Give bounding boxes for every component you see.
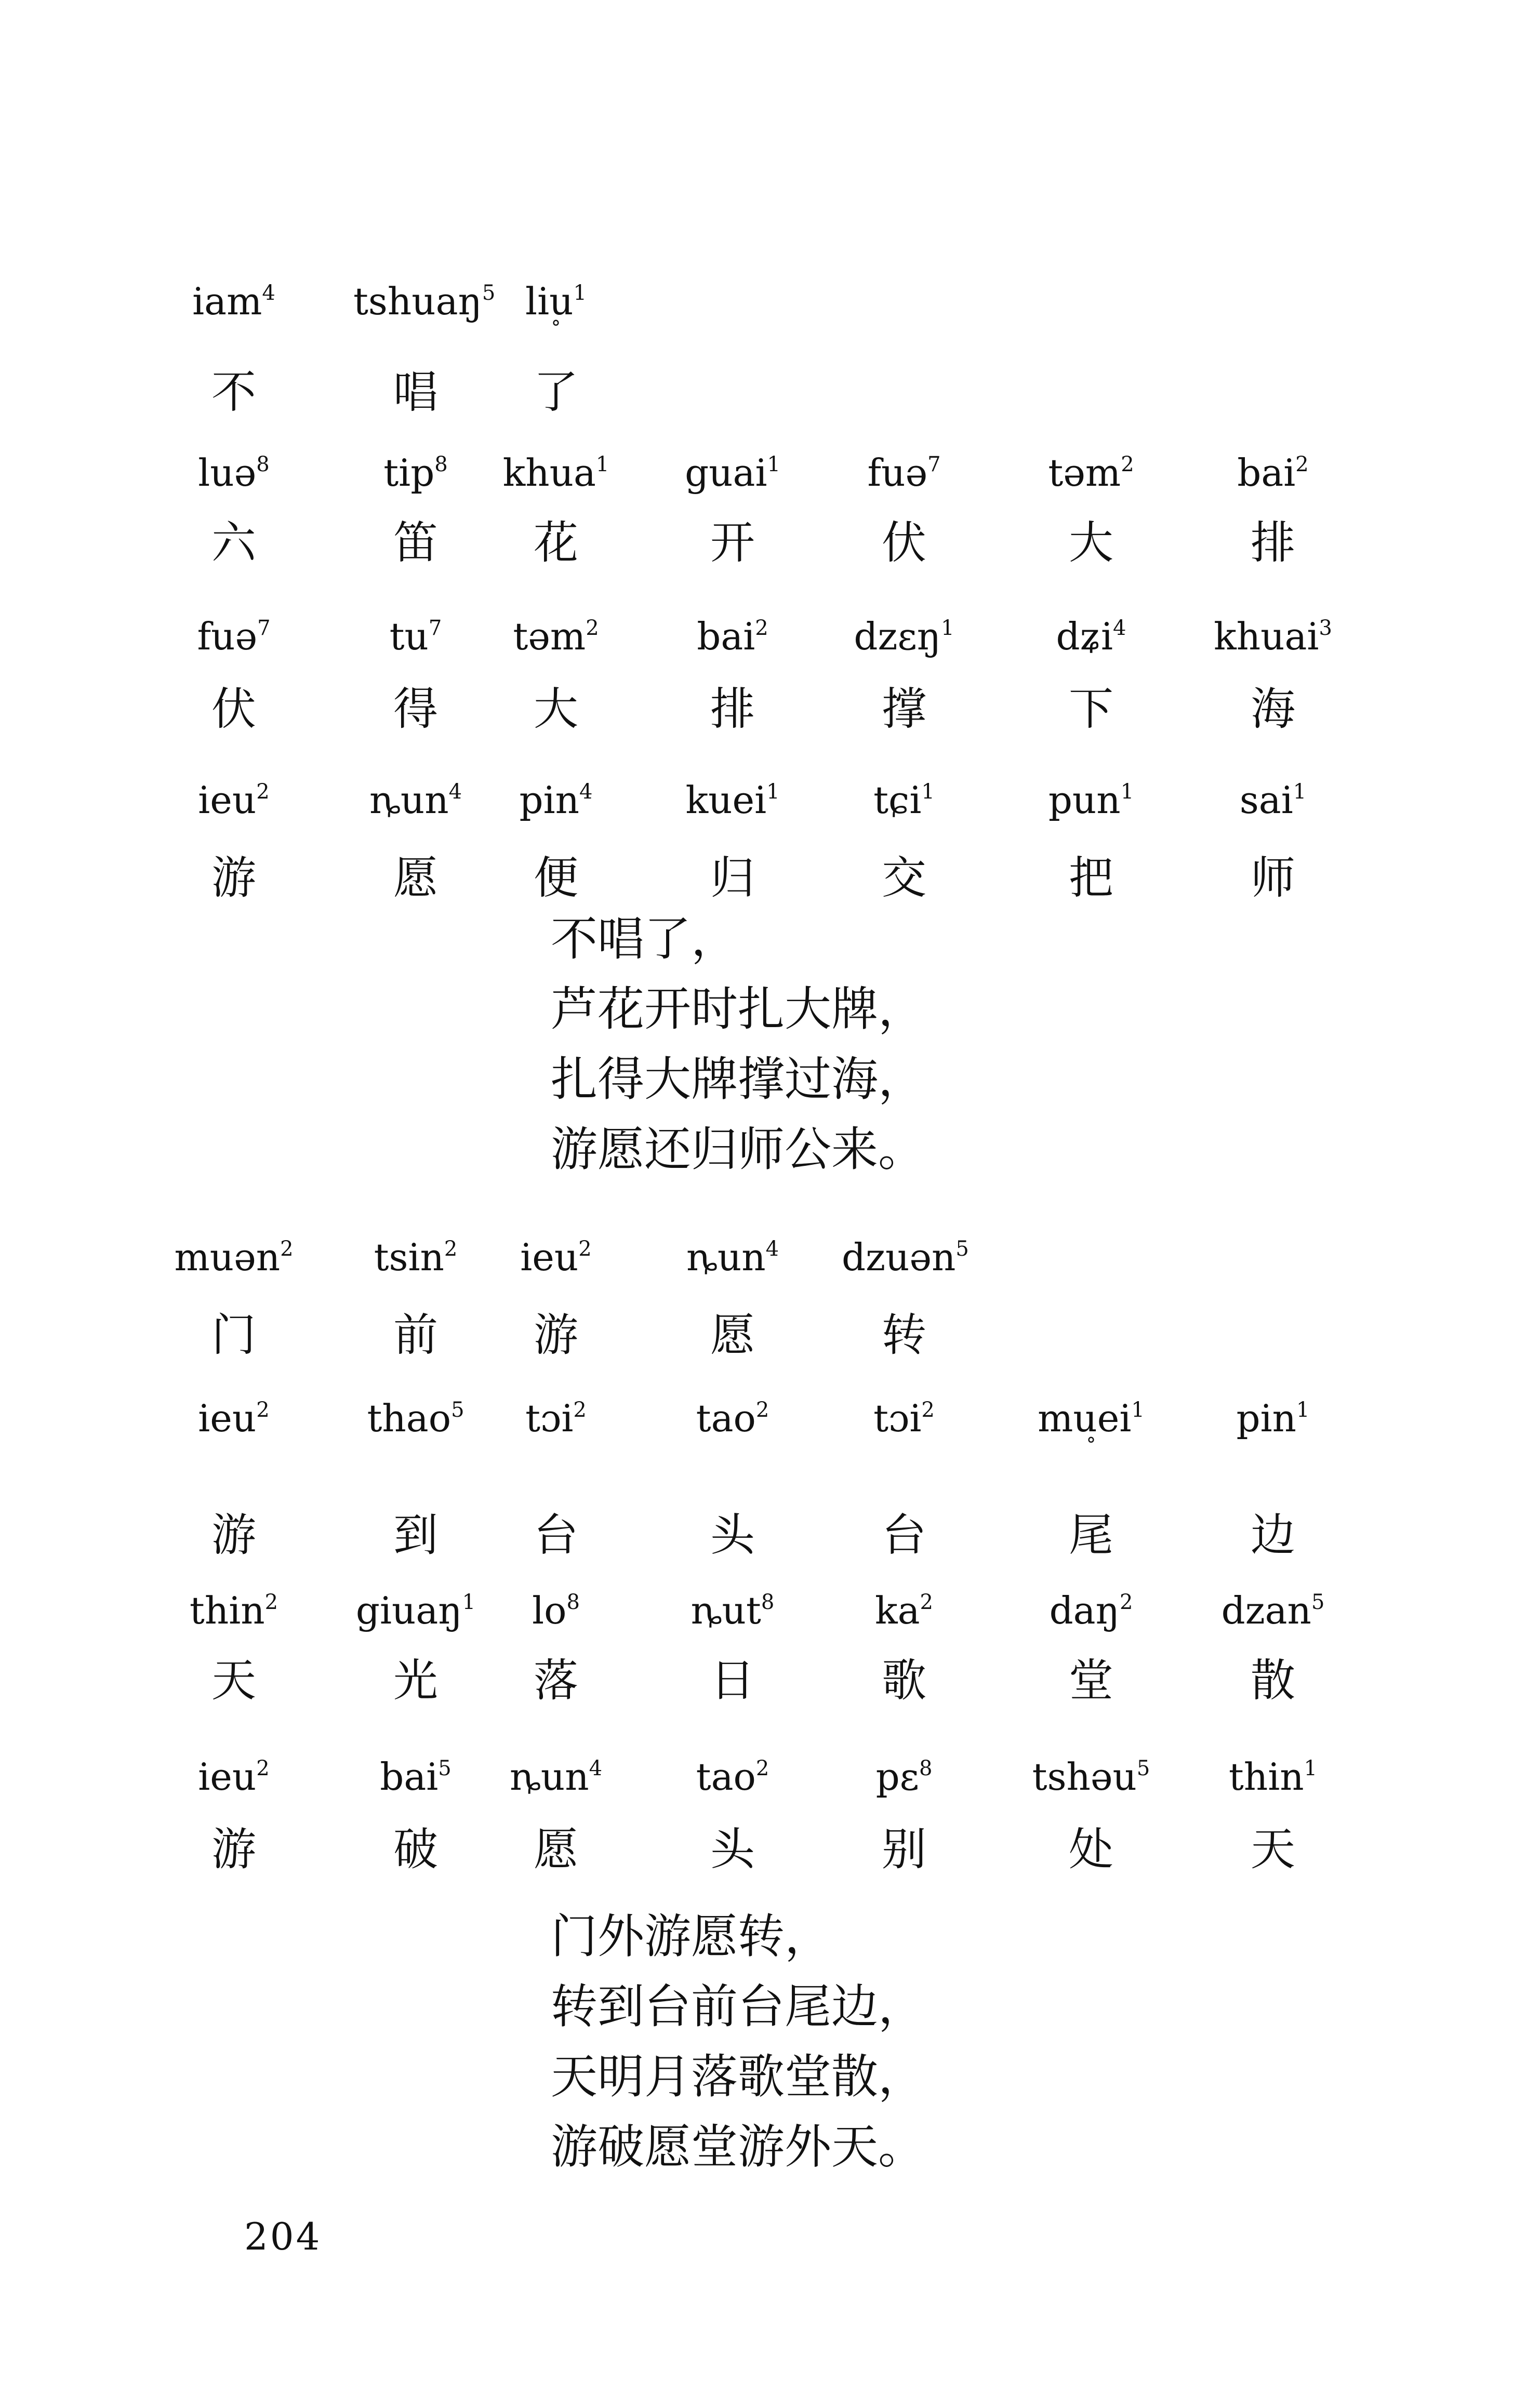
hanzi-character: 尾 [1069, 1509, 1113, 1561]
tone-number: 2 [1119, 1590, 1133, 1614]
syllable-base: ȵut [691, 1589, 761, 1632]
syllable-base: ieu [198, 778, 257, 822]
hanzi-character: 门 [211, 1309, 256, 1361]
hanzi-character: 破 [393, 1824, 438, 1875]
syllable-base: liu [525, 280, 574, 323]
hanzi-character: 把 [1069, 852, 1113, 904]
tone-number: 1 [1304, 1757, 1318, 1780]
romanized-syllable [842, 447, 966, 499]
syllable-base: ieu [198, 1396, 257, 1440]
tone-number: 2 [755, 1757, 769, 1780]
hanzi-character: 天 [211, 1655, 256, 1707]
hanzi-character: 边 [1251, 1509, 1295, 1561]
syllable-base: ieu [520, 1235, 579, 1279]
hanzi-character: 排 [710, 683, 755, 735]
tone-number: 5 [438, 1757, 452, 1780]
hanzi-character: 头 [710, 1824, 755, 1875]
tone-number: 5 [955, 1237, 969, 1261]
hanzi-row [0, 1652, 1540, 1709]
syllable-base: iam [192, 280, 262, 323]
tone-number: 1 [462, 1590, 476, 1614]
hanzi-character: 游 [211, 1824, 256, 1875]
romanized-syllable [670, 447, 795, 499]
syllable-base: sai [1239, 778, 1293, 822]
romanized-syllable [1211, 610, 1335, 662]
romanized-syllable [494, 1231, 618, 1283]
syllable-base: muən [174, 1235, 281, 1279]
romanization-row [0, 275, 1540, 339]
hanzi-character: 别 [882, 1824, 926, 1875]
romanized-syllable [353, 610, 478, 662]
syllable-base: bai [380, 1755, 439, 1799]
romanized-syllable [494, 447, 618, 499]
syllable-base: khua [502, 451, 596, 495]
tone-number: 2 [755, 1398, 769, 1422]
romanized-syllable [1211, 447, 1335, 499]
romanized-syllable [1211, 1392, 1335, 1444]
hanzi-character: 了 [534, 366, 578, 418]
hanzi-row [0, 849, 1540, 907]
syllable-base: tshuaŋ [353, 280, 482, 323]
syllable-base: pun [1048, 778, 1121, 822]
hanzi-character: 撑 [882, 683, 926, 735]
verse-line: 游愿还归师公来。 [551, 1122, 925, 1177]
hanzi-character: 前 [393, 1309, 438, 1361]
romanization-row [0, 610, 1540, 668]
romanized-syllable [1029, 1392, 1153, 1456]
romanized-syllable [353, 1231, 478, 1283]
verse-line: 天明月落歌堂散， [551, 2050, 925, 2104]
hanzi-character: 开 [710, 517, 755, 569]
romanized-syllable [1029, 1585, 1153, 1637]
syllable-base: dzuən [842, 1235, 956, 1279]
romanized-syllable [494, 610, 618, 662]
hanzi-row [0, 1307, 1540, 1364]
tone-number: 2 [1121, 453, 1134, 476]
tone-number: 8 [434, 453, 448, 476]
romanization-row [0, 447, 1540, 504]
syllable-base: təm [513, 615, 586, 658]
romanized-syllable [670, 1585, 795, 1637]
translation-verse [551, 904, 1018, 1185]
romanized-syllable [494, 1585, 618, 1637]
tone-number: 2 [264, 1590, 278, 1614]
syllable-mark: ° [551, 317, 561, 339]
romanized-syllable [353, 275, 496, 327]
hanzi-character: 处 [1069, 1824, 1113, 1875]
tone-number: 2 [444, 1237, 458, 1261]
syllable-base: muei [1038, 1396, 1132, 1440]
tone-number: 1 [573, 281, 587, 305]
syllable-base: kuei [685, 778, 767, 822]
romanized-syllable [171, 610, 296, 662]
hanzi-character: 天 [1251, 1824, 1295, 1875]
hanzi-character: 落 [534, 1655, 578, 1707]
tone-number: 8 [761, 1590, 775, 1614]
hanzi-row [0, 364, 1540, 421]
syllable-base: ka [874, 1589, 920, 1632]
romanized-syllable [670, 1751, 795, 1803]
tone-number: 1 [1296, 1398, 1310, 1422]
tone-number: 2 [256, 1398, 270, 1422]
syllable-base: luə [198, 451, 257, 495]
romanization-row [0, 1231, 1540, 1288]
romanized-syllable [842, 774, 966, 826]
hanzi-character: 日 [710, 1655, 755, 1707]
syllable-base: khuai [1214, 615, 1319, 658]
hanzi-character: 下 [1069, 683, 1113, 735]
syllable-base: fuə [867, 451, 928, 495]
romanized-syllable [842, 1392, 966, 1444]
syllable-base: tao [696, 1396, 756, 1440]
hanzi-character: 游 [211, 1509, 256, 1561]
tone-number: 2 [578, 1237, 592, 1261]
tone-number: 4 [1113, 616, 1126, 640]
tone-number: 1 [1120, 780, 1134, 804]
hanzi-character: 六 [211, 517, 256, 569]
tone-number: 2 [280, 1237, 294, 1261]
syllable-base: fuə [197, 615, 258, 658]
tone-number: 8 [256, 453, 270, 476]
hanzi-character: 愿 [710, 1309, 755, 1361]
verse-line: 游破愿堂游外天。 [551, 2120, 925, 2174]
tone-number: 1 [595, 453, 609, 476]
romanized-syllable [842, 1751, 966, 1803]
syllable-base: pin [519, 778, 580, 822]
syllable-base: thao [367, 1396, 452, 1440]
romanization-row [0, 774, 1540, 831]
tone-number: 1 [1131, 1398, 1145, 1422]
hanzi-character: 愿 [534, 1824, 578, 1875]
syllable-base: tao [696, 1755, 756, 1799]
hanzi-character: 归 [710, 852, 755, 904]
romanized-syllable [670, 1231, 795, 1283]
syllable-base: ȵun [686, 1235, 766, 1279]
hanzi-character: 散 [1251, 1655, 1295, 1707]
syllable-base: daŋ [1049, 1589, 1120, 1632]
verse-line: 转到台前台尾边， [551, 1979, 925, 2034]
hanzi-character: 海 [1251, 683, 1295, 735]
hanzi-character: 得 [393, 683, 438, 735]
romanized-syllable [1029, 447, 1153, 499]
hanzi-character: 台 [882, 1509, 926, 1561]
tone-number: 4 [262, 281, 275, 305]
hanzi-row [0, 681, 1540, 738]
tone-number: 4 [765, 1237, 779, 1261]
syllable-base: bai [1237, 451, 1296, 495]
romanized-syllable [842, 1231, 969, 1283]
romanized-syllable [670, 1392, 795, 1444]
syllable-base: ȵun [369, 778, 449, 822]
tone-number: 1 [921, 780, 935, 804]
romanized-syllable [494, 1751, 618, 1803]
syllable-base: tu [389, 615, 429, 658]
romanized-syllable [1211, 1751, 1335, 1803]
tone-number: 2 [256, 780, 270, 804]
hanzi-character: 大 [1069, 517, 1113, 569]
tone-number: 8 [919, 1757, 933, 1780]
tone-number: 1 [767, 453, 780, 476]
syllable-base: tip [383, 451, 435, 495]
hanzi-character: 歌 [882, 1655, 926, 1707]
hanzi-row [0, 514, 1540, 571]
romanized-syllable [171, 1751, 296, 1803]
romanized-syllable [171, 447, 296, 499]
hanzi-character: 台 [534, 1509, 578, 1561]
hanzi-character: 师 [1251, 852, 1295, 904]
romanized-syllable [353, 774, 478, 826]
syllable-base: dzan [1221, 1589, 1311, 1632]
tone-number: 2 [573, 1398, 587, 1422]
romanized-syllable [1211, 1585, 1335, 1637]
tone-number: 5 [451, 1398, 464, 1422]
tone-number: 2 [586, 616, 599, 640]
romanized-syllable [842, 1585, 966, 1637]
verse-line: 芦花开时扎大牌， [551, 982, 925, 1036]
tone-number: 2 [921, 1398, 935, 1422]
hanzi-character: 愿 [393, 852, 438, 904]
syllable-mark: ° [1086, 1434, 1096, 1456]
hanzi-character: 光 [393, 1655, 438, 1707]
syllable-base: tshəu [1032, 1755, 1137, 1799]
syllable-base: ieu [198, 1755, 257, 1799]
tone-number: 5 [1136, 1757, 1150, 1780]
syllable-base: tsin [374, 1235, 444, 1279]
romanization-row [0, 1751, 1540, 1808]
hanzi-character: 交 [882, 852, 926, 904]
hanzi-character: 转 [882, 1309, 926, 1361]
verse-line: 扎得大牌撑过海， [551, 1052, 925, 1107]
tone-number: 3 [1319, 616, 1332, 640]
tone-number: 1 [766, 780, 780, 804]
romanized-syllable [353, 447, 478, 499]
romanized-syllable [670, 774, 795, 826]
tone-number: 1 [941, 616, 954, 640]
tone-number: 4 [579, 780, 593, 804]
tone-number: 7 [428, 616, 442, 640]
tone-number: 2 [256, 1757, 270, 1780]
romanized-syllable [842, 610, 966, 662]
romanized-syllable [1029, 610, 1153, 662]
syllable-base: giuaŋ [355, 1589, 462, 1632]
tone-number: 2 [920, 1590, 933, 1614]
romanized-syllable [494, 1392, 618, 1444]
syllable-base: dzɛŋ [854, 615, 941, 658]
syllable-base: thin [1228, 1755, 1304, 1799]
syllable-base: pɛ [875, 1755, 919, 1799]
verse-line: 门外游愿转， [551, 1909, 831, 1964]
romanized-syllable [1211, 774, 1335, 826]
romanized-syllable [494, 275, 618, 339]
tone-number: 2 [1295, 453, 1309, 476]
hanzi-character: 伏 [882, 517, 926, 569]
hanzi-character: 游 [534, 1309, 578, 1361]
hanzi-row [0, 1507, 1540, 1564]
syllable-base: bai [697, 615, 755, 658]
hanzi-character: 游 [211, 852, 256, 904]
romanized-syllable [353, 1392, 478, 1444]
syllable-base: tɔi [873, 1396, 922, 1440]
tone-number: 8 [566, 1590, 580, 1614]
romanized-syllable [171, 1585, 296, 1637]
hanzi-character: 大 [534, 683, 578, 735]
hanzi-character: 唱 [393, 366, 438, 418]
tone-number: 5 [1311, 1590, 1325, 1614]
hanzi-character: 不 [211, 366, 256, 418]
hanzi-character: 伏 [211, 683, 256, 735]
hanzi-character: 头 [710, 1509, 755, 1561]
romanized-syllable [171, 1231, 296, 1283]
hanzi-character: 便 [534, 852, 578, 904]
romanization-row [0, 1585, 1540, 1642]
tone-number: 4 [589, 1757, 603, 1780]
romanized-syllable [353, 1585, 478, 1637]
hanzi-row [0, 1821, 1540, 1878]
romanized-syllable [171, 1392, 296, 1444]
hanzi-character: 花 [534, 517, 578, 569]
verse-line: 不唱了， [551, 912, 738, 966]
tone-number: 5 [482, 281, 496, 305]
tone-number: 7 [257, 616, 271, 640]
page-number: 204 [244, 2215, 322, 2258]
romanized-syllable [1029, 774, 1153, 826]
romanized-syllable [670, 610, 795, 662]
tone-number: 4 [448, 780, 462, 804]
syllable-base: thin [189, 1589, 265, 1632]
syllable-base: tɕi [873, 778, 922, 822]
syllable-base: pin [1236, 1396, 1297, 1440]
tone-number: 7 [927, 453, 941, 476]
hanzi-character: 到 [393, 1509, 438, 1561]
tone-number: 1 [1293, 780, 1307, 804]
romanized-syllable [171, 774, 296, 826]
syllable-base: tɔi [525, 1396, 574, 1440]
romanized-syllable [353, 1751, 478, 1803]
hanzi-character: 笛 [393, 517, 438, 569]
romanized-syllable [1029, 1751, 1153, 1803]
hanzi-character: 排 [1251, 517, 1295, 569]
translation-verse [551, 1901, 1018, 2182]
romanization-row [0, 1392, 1540, 1456]
romanized-syllable [494, 774, 618, 826]
hanzi-character: 堂 [1069, 1655, 1113, 1707]
syllable-base: təm [1048, 451, 1121, 495]
syllable-base: dʑi [1056, 615, 1113, 658]
tone-number: 2 [755, 616, 768, 640]
syllable-base: guai [685, 451, 767, 495]
romanized-syllable [171, 275, 296, 327]
syllable-base: ȵun [509, 1755, 589, 1799]
syllable-base: lo [532, 1589, 567, 1632]
